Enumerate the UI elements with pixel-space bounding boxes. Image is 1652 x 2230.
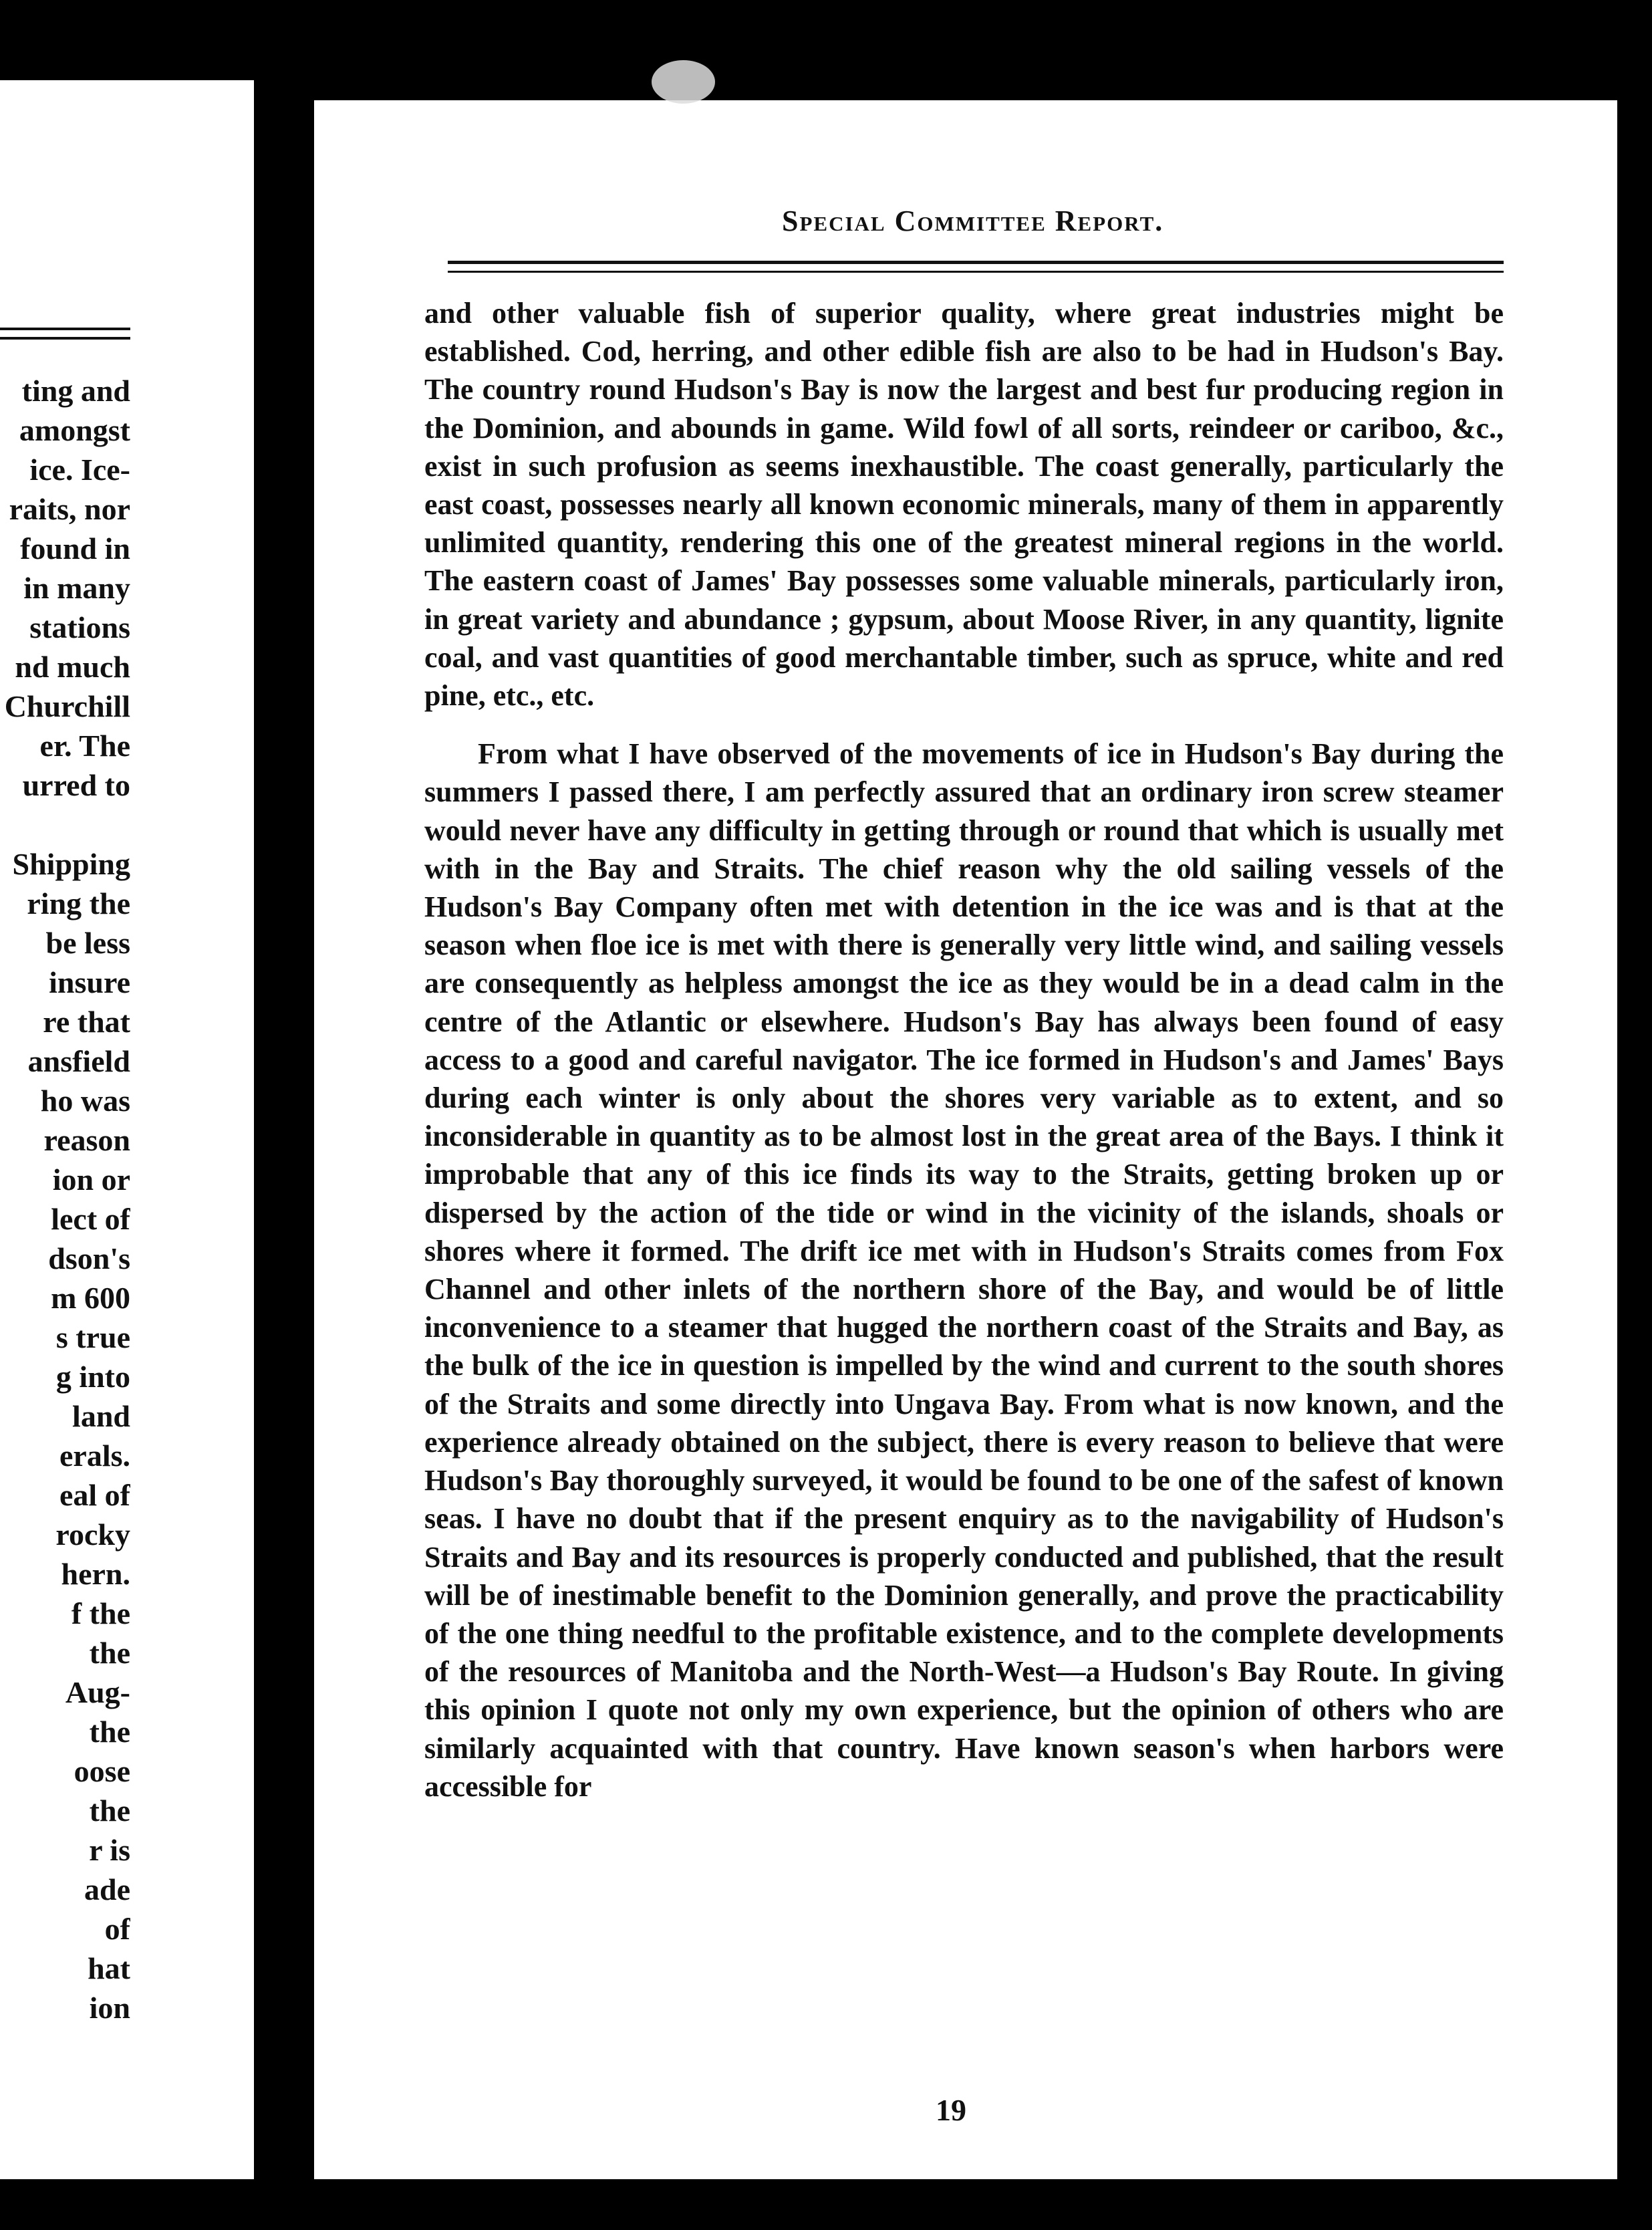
left-page-line: f the <box>71 1596 130 1630</box>
left-page-line: hern. <box>61 1557 130 1591</box>
book-gutter <box>254 80 314 2179</box>
left-page-line: g into <box>55 1360 130 1394</box>
left-page-line: Aug- <box>65 1675 130 1709</box>
left-page-line: stations <box>29 610 130 644</box>
left-page-line: ring the <box>27 886 130 920</box>
left-page-line <box>0 805 130 844</box>
left-page-line: land <box>72 1399 130 1433</box>
header-rule <box>448 261 1504 273</box>
body-text <box>424 294 1504 1806</box>
left-page-line: be less <box>45 926 130 960</box>
left-page-line: ion or <box>52 1162 130 1197</box>
left-page <box>0 80 254 2179</box>
left-page-line: raits, nor <box>9 492 130 526</box>
running-header: Special Committee Report. <box>782 205 1164 237</box>
paragraph-1: and other valuable fish of superior quality, where great industries might be established. Cod, herring, and other edible fish are also to be had in Hudson's Bay. The country round Hudson's Bay is now the largest and best fur producing region in the Dominion, and abounds in game. Wild fowl of all sorts, reindeer or cariboo, &c., exist in such profusion as seems inexhaustible. The coast generally, particularly the east coast, possesses nearly all known economic minerals, many of them in apparently unlimited quantity, rendering this one of the greatest mineral regions in the world. The eastern coast of James' Bay possesses some valuable minerals, particularly iron, in great variety and abundance ; gypsum, about Moose River, in any quantity, lignite coal, and vast quantities of good merchantable timber, such as spruce, white and red pine, etc., etc. <box>424 297 1504 713</box>
left-page-line: ice. Ice- <box>29 453 130 487</box>
left-page-line: insure <box>49 965 130 999</box>
left-page-line: oose <box>74 1754 130 1788</box>
left-page-line: ho was <box>40 1084 130 1118</box>
left-page-line: ade <box>84 1872 130 1906</box>
ink-blot <box>652 60 715 104</box>
left-page-line: found in <box>20 531 130 566</box>
left-page-line: hat <box>88 1951 130 1985</box>
left-page-line: Churchill <box>4 689 130 723</box>
left-page-line: m 600 <box>51 1281 130 1315</box>
right-page <box>314 100 1617 2179</box>
paragraph-2: From what I have observed of the movements of ice in Hudson's Bay during the summers I passed there, I am perfectly assured that an ordinary iron screw steamer would never have any difficulty in getting through or round that which is usually met with in the Bay and Straits. The chief reason why the old sailing vessels of the Hudson's Bay Company often met with detention in the ice was and is that at the season when floe ice is met with there is generally very little wind, and sailing vessels are consequently as helpless amongst the ice as they would be in a dead calm in the centre of the Atlantic or elsewhere. Hudson's Bay has always been found of easy access to a good and careful navigator. The ice formed in Hudson's and James' Bays during each winter is only about the shores very variable as to extent, and so inconsiderable in quantity as to be almost lost in the great area of the Bays. I think it improbable that any of this ice finds its way to the Straits, getting broken up or dispersed by the action of the tide or wind in the vicinity of the islands, shoals or shores where it formed. The drift ice met with in Hudson's Straits comes from Fox Channel and other inlets of the northern shore of the Bay, and would be of little inconvenience to a steamer that hugged the northern coast of the Straits and Bay, as the bulk of the ice in question is impelled by the wind and current to the south shores of the Straits and some directly into Ungava Bay. From what is now known, and the experience already obtained on the subject, there is every reason to believe that were Hudson's Bay thoroughly surveyed, it would be found to be one of the safest of known seas. I have no doubt that if the present enquiry as to the navigability of Hudson's Straits and Bay and its resources is properly conducted and published, that the result will be of inestimable benefit to the Dominion generally, and prove the practicability of the one thing needful to the profitable existence, and to the complete developments of the resources of Manitoba and the North-West—a Hudson's Bay Route. In giving this opinion I quote not only my own experience, but the opinion of others who are similarly acquainted with that country. Have known season's when harbors were accessible for <box>424 737 1504 1803</box>
left-page-text <box>0 371 130 2027</box>
left-page-line: in many <box>23 571 130 605</box>
left-page-line: lect of <box>51 1202 130 1236</box>
left-page-line: ting and <box>21 374 130 408</box>
left-page-line: Shipping <box>12 847 130 881</box>
left-page-line: rocky <box>55 1517 130 1552</box>
left-page-line: the <box>89 1793 130 1828</box>
left-page-line: eal of <box>59 1478 130 1512</box>
left-page-line: erals. <box>59 1439 130 1473</box>
left-page-rule <box>0 328 130 340</box>
left-page-line: of <box>104 1912 130 1946</box>
left-page-line: reason <box>43 1123 130 1157</box>
left-page-line: re that <box>43 1005 130 1039</box>
left-page-line: r is <box>89 1833 130 1867</box>
left-page-line: ansfield <box>27 1044 130 1078</box>
left-page-line: the <box>89 1636 130 1670</box>
left-page-line: dson's <box>48 1241 130 1275</box>
left-page-line: s true <box>55 1320 130 1354</box>
left-page-line: ion <box>89 1991 130 2025</box>
left-page-line: urred to <box>22 768 130 802</box>
page-number: 19 <box>936 2093 966 2127</box>
left-page-line: the <box>89 1715 130 1749</box>
left-page-line: nd much <box>15 650 130 684</box>
left-page-line: amongst <box>19 413 130 447</box>
left-page-line: er. The <box>39 729 130 763</box>
